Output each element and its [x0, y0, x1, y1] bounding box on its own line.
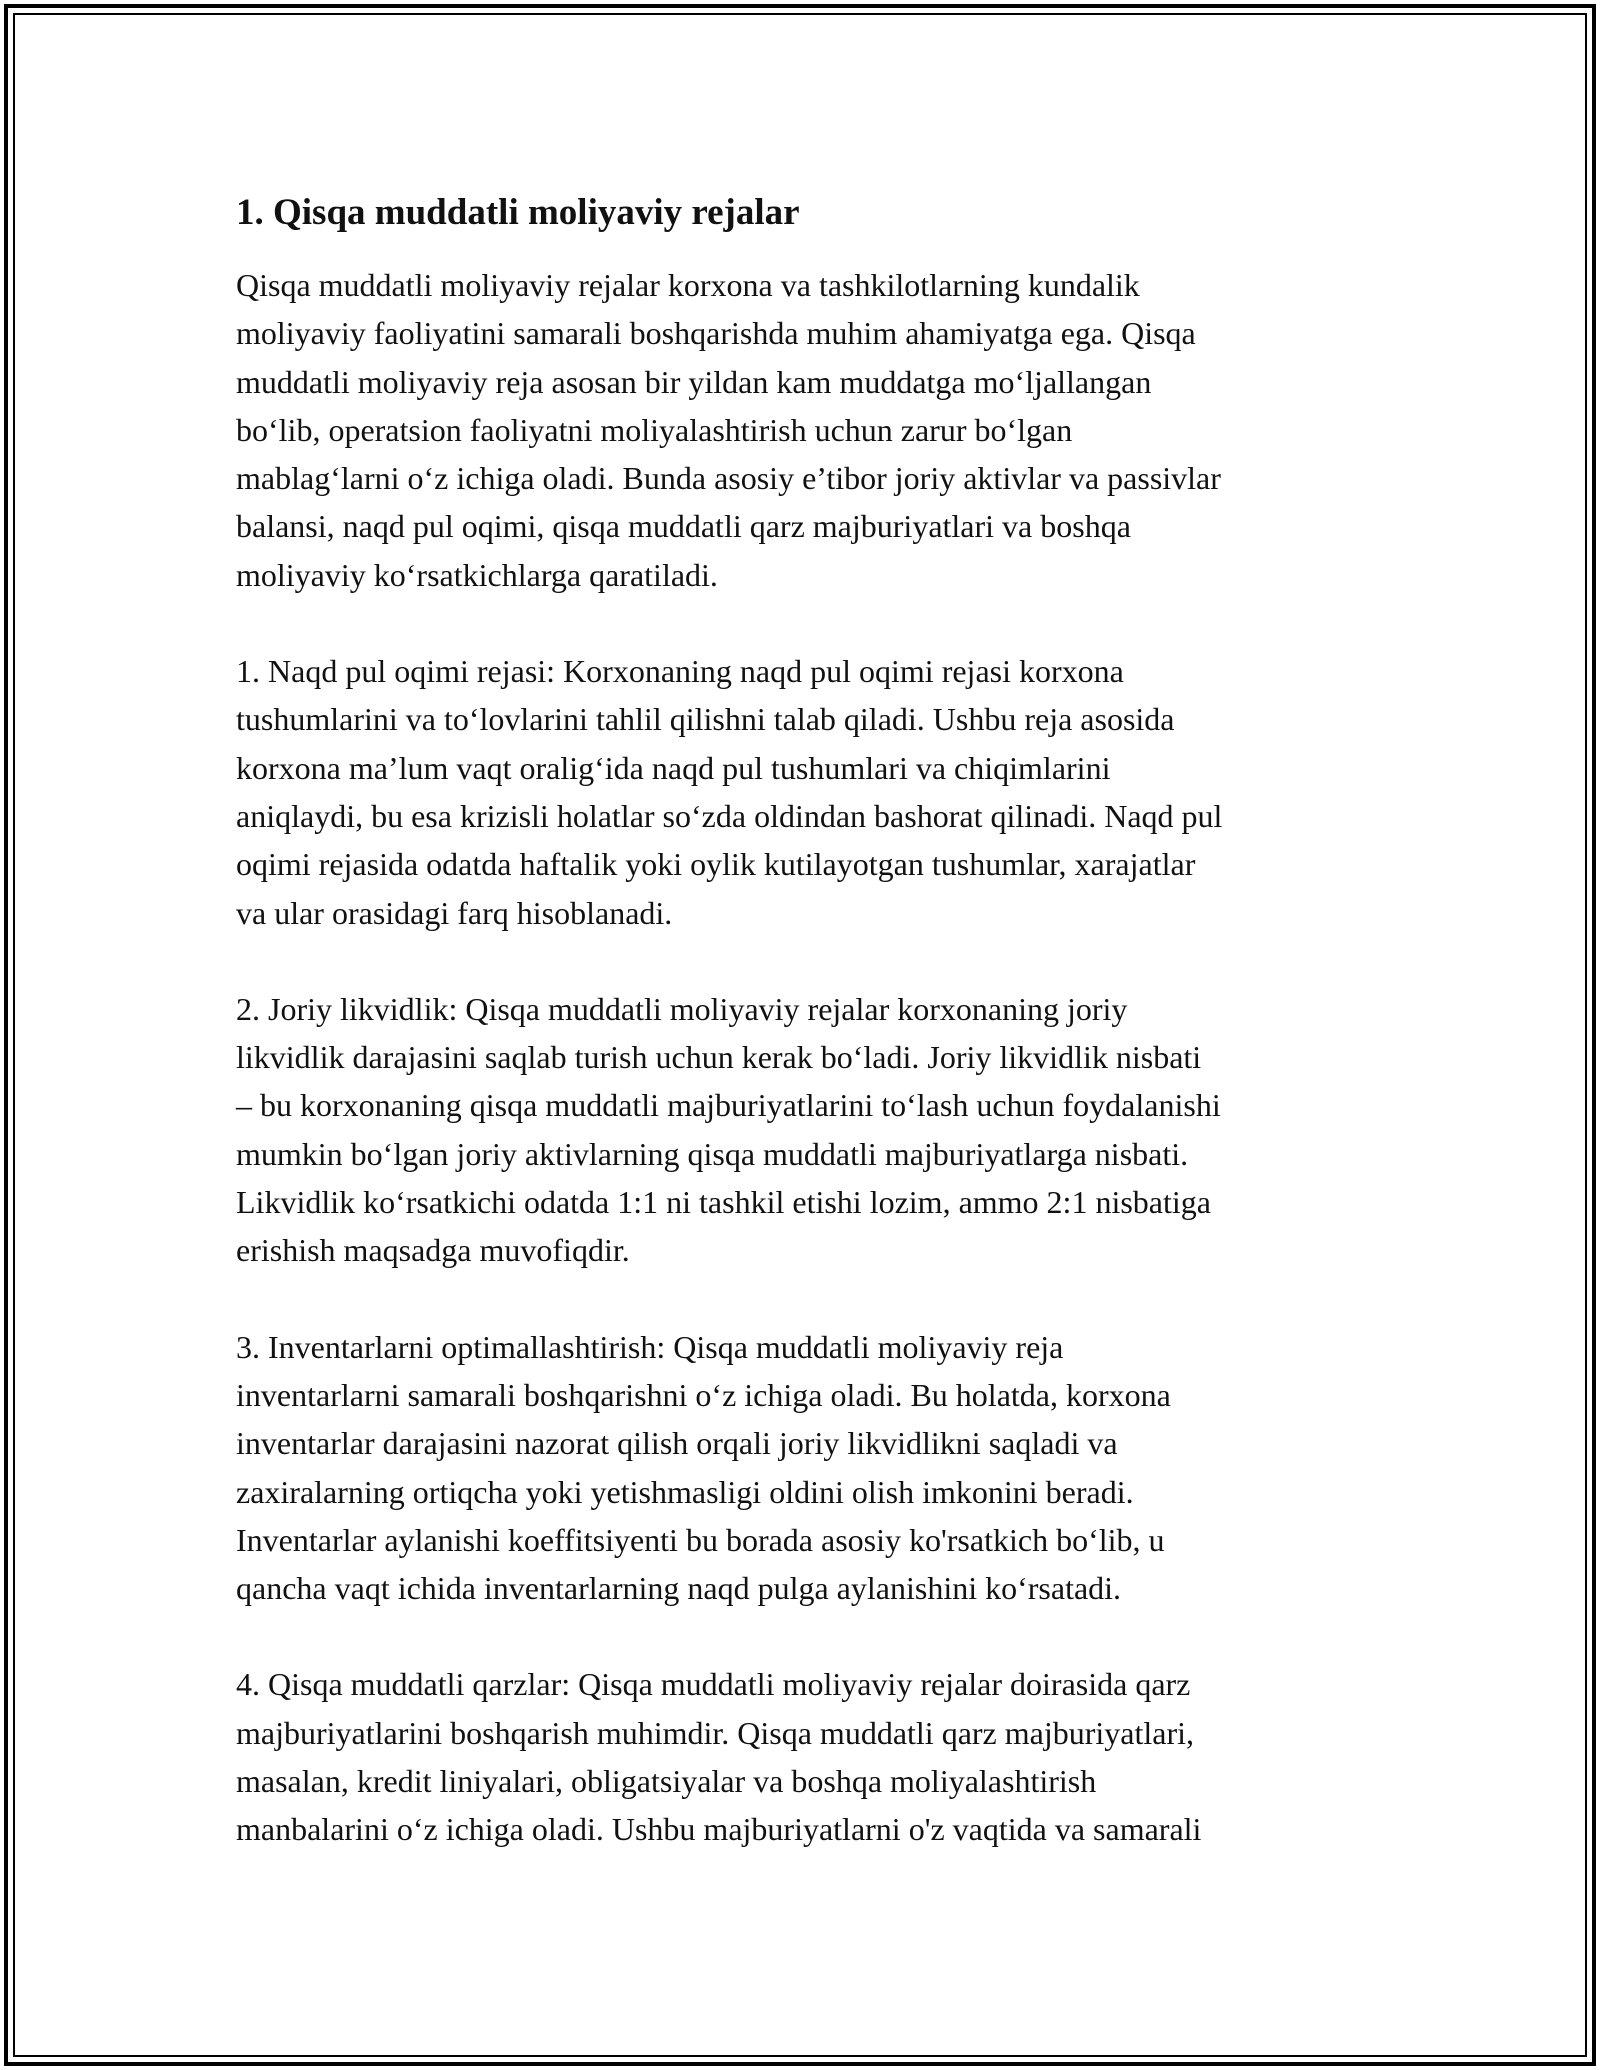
text-line: oqimi rejasida odatda haftalik yoki oylik kutilayotgan tushumlar, xarajatlar [236, 846, 1196, 883]
text-line: inventarlarni samarali boshqarishni o‘z ichiga oladi. Bu holatda, korxona [236, 1376, 1171, 1413]
text-line: manbalarini o‘z ichiga oladi. Ushbu majburiyatlarni o'z vaqtida va samarali [236, 1811, 1202, 1848]
text-line: qancha vaqt ichida inventarlarning naqd pulga aylanishini ko‘rsatadi. [236, 1570, 1122, 1607]
text-line: 3. Inventarlarni optimallashtirish: Qisqa muddatli moliyaviy reja [236, 1328, 1064, 1365]
text-line: Qisqa muddatli moliyaviy rejalar korxona va tashkilotlarning kundalik [236, 267, 1140, 303]
short-term-debt-paragraph [236, 1660, 1386, 1853]
text-line: moliyaviy faoliyatini samarali boshqarishda muhim ahamiyatga ega. Qisqa [236, 315, 1196, 352]
inventory-paragraph [236, 1323, 1386, 1613]
text-line: va ular orasidagi farq hisoblanadi. [236, 894, 673, 931]
text-line: korxona ma’lum vaqt oralig‘ida naqd pul tushumlari va chiqimlarini [236, 749, 1111, 786]
text-line: aniqlaydi, bu esa krizisli holatlar so‘zda oldindan bashorat qilinadi. Naqd pul [236, 797, 1223, 834]
text-line: – bu korxonaning qisqa muddatli majburiyatlarini to‘lash uchun foydalanishi [236, 1087, 1221, 1124]
intro-paragraph [236, 261, 1386, 599]
text-line: 4. Qisqa muddatli qarzlar: Qisqa muddatli moliyaviy rejalar doirasida qarz [236, 1666, 1191, 1703]
text-line: bo‘lib, operatsion faoliyatni moliyalashtirish uchun zarur bo‘lgan [236, 411, 1073, 448]
text-line: tushumlarini va to‘lovlarini tahlil qilishni talab qiladi. Ushbu reja asosida [236, 701, 1175, 738]
text-line: zaxiralarning ortiqcha yoki yetishmasligi oldini olish imkonini beradi. [236, 1473, 1134, 1510]
text-line: Inventarlar aylanishi koeffitsiyenti bu borada asosiy ko'rsatkich bo‘lib, u [236, 1521, 1165, 1558]
text-line: masalan, kredit liniyalari, obligatsiyalar va boshqa moliyalashtirish [236, 1763, 1097, 1800]
document-body [236, 185, 1386, 1854]
text-line: mumkin bo‘lgan joriy aktivlarning qisqa muddatli majburiyatlarga nisbati. [236, 1135, 1189, 1172]
text-line: majburiyatlarini boshqarish muhimdir. Qisqa muddatli qarz majburiyatlari, [236, 1714, 1195, 1751]
text-line: Likvidlik ko‘rsatkichi odatda 1:1 ni tashkil etishi lozim, ammo 2:1 nisbatiga [236, 1184, 1211, 1221]
text-line: inventarlar darajasini nazorat qilish orqali joriy likvidlikni saqladi va [236, 1425, 1118, 1462]
text-line: muddatli moliyaviy reja asosan bir yildan kam muddatga mo‘ljallangan [236, 363, 1152, 400]
text-line: moliyaviy ko‘rsatkichlarga qaratiladi. [236, 556, 718, 593]
liquidity-paragraph [236, 985, 1386, 1275]
text-line: 1. Naqd pul oqimi rejasi: Korxonaning naqd pul oqimi rejasi korxona [236, 653, 1124, 690]
section-heading: 1. Qisqa muddatli moliyaviy rejalar [236, 192, 800, 233]
text-line: erishish maqsadga muvofiqdir. [236, 1232, 630, 1269]
text-line: mablag‘larni o‘z ichiga oladi. Bunda asosiy e’tibor joriy aktivlar va passivlar [236, 460, 1221, 497]
text-line: 2. Joriy likvidlik: Qisqa muddatli moliyaviy rejalar korxonaning joriy [236, 990, 1128, 1027]
text-line: balansi, naqd pul oqimi, qisqa muddatli qarz majburiyatlari va boshqa [236, 508, 1131, 545]
text-line: likvidlik darajasini saqlab turish uchun kerak bo‘ladi. Joriy likvidlik nisbati [236, 1039, 1202, 1076]
cash-flow-paragraph [236, 647, 1386, 937]
